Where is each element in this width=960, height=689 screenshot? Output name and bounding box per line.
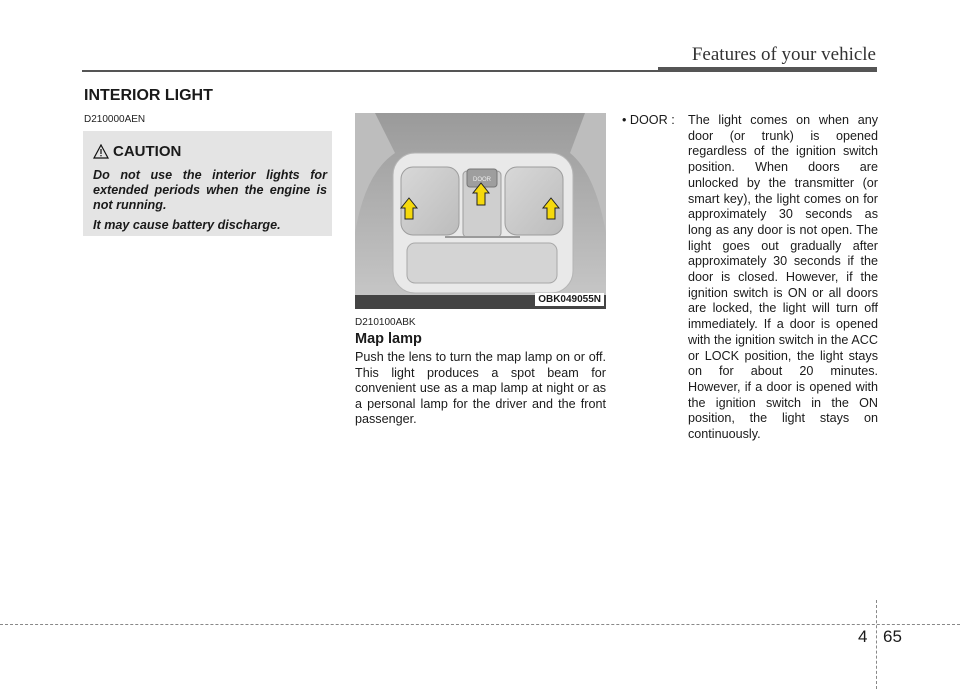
- map-lamp-figure: [355, 113, 606, 309]
- caution-text: [93, 168, 327, 238]
- caution-line: Do not use the interior lights for extended periods when the engine is not running.: [93, 168, 327, 212]
- map-lamp-text: Push the lens to turn the map lamp on or off. This light produces a spot beam for convenient use as a map lamp at night or as a personal lamp for the driver and the front passenger.: [355, 350, 606, 427]
- footer-rule: [0, 624, 960, 625]
- door-label: • DOOR :: [622, 113, 675, 127]
- map-lamp-code: D210100ABK: [355, 317, 416, 328]
- chapter-number: 4: [858, 627, 868, 646]
- caution-line: It may cause battery discharge.: [93, 218, 281, 232]
- figure-label: OBK049055N: [535, 293, 604, 306]
- caution-heading: CAUTION: [113, 143, 182, 160]
- header-rule-accent: [658, 67, 877, 72]
- section-code: D210000AEN: [84, 114, 146, 125]
- door-button-label: DOOR: [473, 177, 491, 183]
- page-number: 65: [883, 627, 902, 646]
- map-lamp-title: Map lamp: [355, 331, 422, 347]
- map-lamp-illustration: [355, 113, 606, 309]
- footer-divider: [876, 600, 877, 689]
- door-text: The light comes on when any door (or trunk) is opened regardless of the ignition switch position. When doors are unlocked by the transmitter (or smart key), the light comes on for approximately 30 seconds as long as any door is not open. The light goes out gradually after approximately 30 seconds if the door is closed. However, if the ignition switch is ON or all doors are locked, the light will turn off immediately. If a door is opened with the ignition switch in the ACC or LOCK position, the light stays on for about 20 minutes. However, if a door is opened with the ignition switch in the ON position, the light stays on continuously.: [688, 113, 878, 442]
- caution-box: [83, 131, 332, 236]
- section-title: INTERIOR LIGHT: [84, 87, 213, 104]
- header-title: Features of your vehicle: [691, 44, 876, 65]
- warning-icon: [93, 144, 109, 159]
